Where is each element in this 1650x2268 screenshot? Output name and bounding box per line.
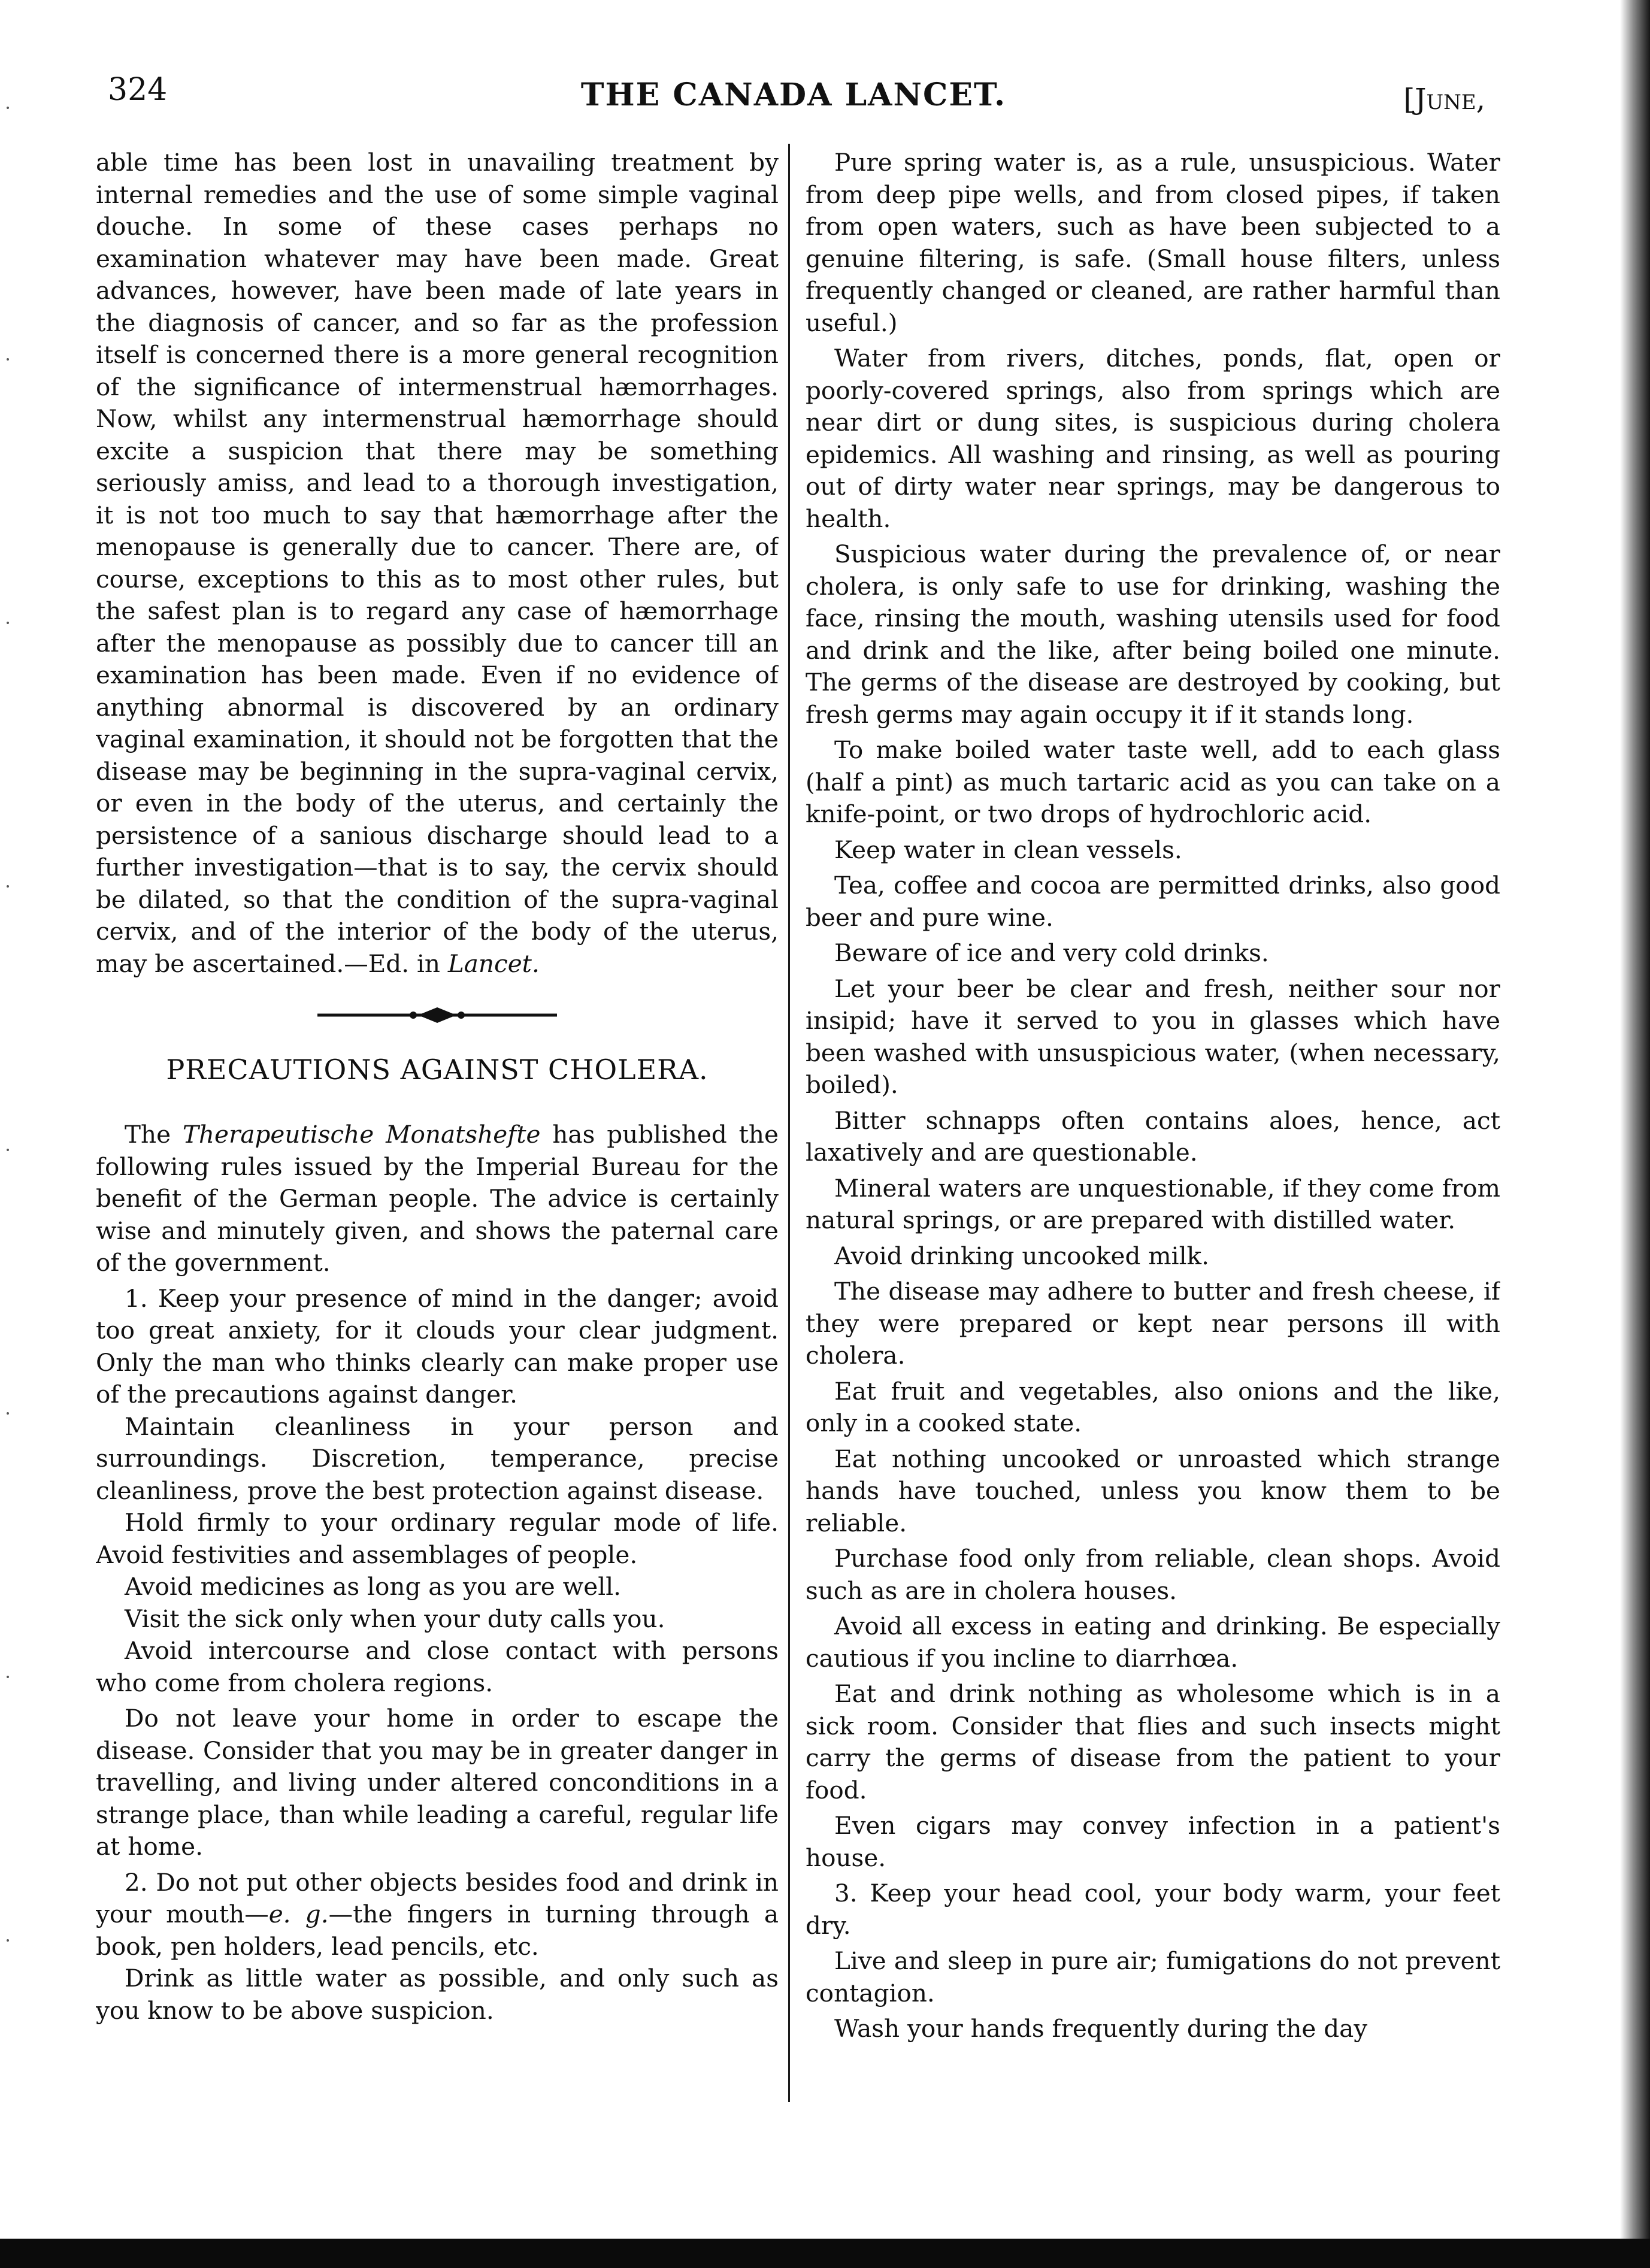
- scan-bottom-edge: [0, 2239, 1650, 2268]
- rule-paragraph: Maintain cleanliness in your person and surroundings. Discretion, temperance, precise cleanliness, prove the best protection against disease.: [96, 1412, 779, 1505]
- rule-paragraph: Avoid all excess in eating and drinking. Be especially cautious if you incline to diarrhœa.: [806, 1612, 1500, 1673]
- rule-paragraph: Eat fruit and vegetables, also onions and the like, only in a cooked state.: [806, 1376, 1500, 1437]
- running-header: [102, 72, 1485, 126]
- rule-2-paragraph: [96, 1867, 779, 1963]
- rule-paragraph: The disease may adhere to butter and fresh cheese, if they were prepared or kept near persons ill with cholera.: [806, 1277, 1500, 1370]
- continued-paragraph-text: able time has been lost in unavailing treatment by internal remedies and the use of some simple vaginal douche. In some of these cases perhaps no examination whatever may have been made. Great advances, however, have been made of late years in the diagnosis of cancer, and so far as the profession itself is concerned there is a more general recognition of the significance of intermenstrual hæmorrhages. Now, whilst any intermenstrual hæmorrhage should excite a suspicion that there may be something seriously amiss, and lead to a thorough investigation, it is not too much to say that hæmorrhage after the menopause is generally due to cancer. There are, of course, exceptions to this as to most other rules, but the safest plan is to regard any case of hæmorrhage after the menopause as possibly due to cancer till an examination has been made. Even if no evidence of anything abnormal is discovered by an ordinary vaginal examination, it should not be forgotten that the disease may be beginning in the supra-vaginal cervix, or even in the body of the uterus, and certainly the persistence of a sanious discharge should lead to a further investigation—that is to say, the cervix should be dilated, so that the condition of the supra-vaginal cervix, and of the interior of the body of the uterus, may be ascertained.—Ed. in: [96, 148, 779, 978]
- rule-paragraph: Eat nothing uncooked or unroasted which strange hands have touched, unless you know them to be reliable.: [806, 1444, 1500, 1537]
- intro-before: The: [125, 1120, 183, 1149]
- page-number: 324: [108, 72, 168, 108]
- rule-paragraph: Avoid intercourse and close contact with persons who come from cholera regions.: [96, 1636, 779, 1697]
- rule-paragraph: Water from rivers, ditches, ponds, flat, open or poorly-covered springs, also from springs which are near dirt or dung sites, is suspicious during cholera epidemics. All washing and rinsing, as well as pouring out of dirty water near springs, may be dangerous to health.: [806, 344, 1500, 533]
- rule-paragraph: Eat and drink nothing as wholesome which is in a sick room. Consider that flies and such insects might carry the germs of disease from the patient to your food.: [806, 1679, 1500, 1804]
- rule-paragraph: Drink as little water as possible, and only such as you know to be above suspicion.: [96, 1964, 779, 2025]
- rule-paragraph: Keep water in clean vessels.: [834, 835, 1182, 864]
- rule-paragraph: Avoid drinking uncooked milk.: [834, 1241, 1209, 1270]
- scan-specks: [6, 36, 10, 2216]
- rule-paragraph: Visit the sick only when your duty calls you.: [125, 1604, 665, 1633]
- right-column: [806, 147, 1500, 2135]
- rule-2-after: —the fingers in turning through a book, pen holders, lead pencils, etc.: [96, 1900, 779, 1961]
- section-ornament: [317, 1005, 557, 1025]
- rule-paragraph: Purchase food only from reliable, clean shops. Avoid such as are in cholera houses.: [806, 1544, 1500, 1605]
- intro-publication: Therapeutische Monatshefte: [182, 1120, 541, 1149]
- intro-paragraph: [96, 1119, 779, 1279]
- left-column: [96, 147, 779, 2135]
- rule-paragraph: 3. Keep your head cool, your body warm, your feet dry.: [806, 1879, 1500, 1940]
- rule-paragraph: Bitter schnapps often contains aloes, hence, act laxatively and are questionable.: [806, 1106, 1500, 1167]
- rule-paragraph: Even cigars may convey infection in a patient's house.: [806, 1811, 1500, 1872]
- issue-month: [June,: [1403, 83, 1485, 116]
- rule-paragraph: Wash your hands frequently during the day: [834, 2014, 1368, 2043]
- rule-paragraph: Avoid medicines as long as you are well.: [125, 1572, 622, 1601]
- intro-after: has published the following rules issued by the Imperial Bureau for the benefit of the German people. The advice is certainly wise and minutely given, and shows the paternal care of the government.: [96, 1120, 779, 1277]
- rule-2-eg: e. g.: [268, 1900, 329, 1928]
- page-binding-edge: [1620, 0, 1650, 2268]
- section-heading: PRECAUTIONS AGAINST CHOLERA.: [166, 1053, 709, 1086]
- rule-paragraph: Suspicious water during the prevalence of, or near cholera, is only safe to use for drinking, washing the face, rinsing the mouth, washing utensils used for food and drink and the like, after being boiled one minute. The germs of the disease are destroyed by cooking, but fresh germs may again occupy it if it stands long.: [806, 540, 1500, 729]
- rule-paragraph: 1. Keep your presence of mind in the danger; avoid too great anxiety, for it clouds your clear judgment. Only the man who thinks clearly can make proper use of the precautions against danger.: [96, 1283, 779, 1409]
- rule-paragraph: Mineral waters are unquestionable, if they come from natural springs, or are prepared with distilled water.: [806, 1173, 1500, 1234]
- rule-2-before: 2. Do not put other objects besides food and drink in your mouth—: [96, 1867, 779, 1928]
- rule-paragraph: Beware of ice and very cold drinks.: [834, 938, 1269, 967]
- rule-paragraph: Do not leave your home in order to escape the disease. Consider that you may be in greater danger in travelling, and living under altered conconditions in a strange place, than while leading a careful, regular life at home.: [96, 1704, 779, 1861]
- journal-title: THE CANADA LANCET.: [580, 77, 1007, 113]
- rule-paragraph: Tea, coffee and cocoa are permitted drinks, also good beer and pure wine.: [806, 871, 1500, 932]
- rule-paragraph: To make boiled water taste well, add to each glass (half a pint) as much tartaric acid as you can take on a knife-point, or two drops of hydrochloric acid.: [806, 735, 1500, 828]
- column-divider: [788, 144, 790, 2102]
- continued-paragraph-source: Lancet.: [447, 949, 540, 978]
- continued-paragraph: [96, 147, 779, 980]
- rule-paragraph: Live and sleep in pure air; fumigations do not prevent contagion.: [806, 1946, 1500, 2007]
- rule-paragraph: Hold firmly to your ordinary regular mode of life. Avoid festivities and assemblages of people.: [96, 1508, 779, 1569]
- rule-paragraph: Pure spring water is, as a rule, unsuspicious. Water from deep pipe wells, and from closed pipes, if taken from open waters, such as have been subjected to a genuine filtering, is safe. (Small house filters, unless frequently changed or cleaned, are rather harmful than useful.): [806, 148, 1500, 337]
- rule-paragraph: Let your beer be clear and fresh, neither sour nor insipid; have it served to you in glasses which have been washed with unsuspicious water, (when necessary, boiled).: [806, 974, 1500, 1099]
